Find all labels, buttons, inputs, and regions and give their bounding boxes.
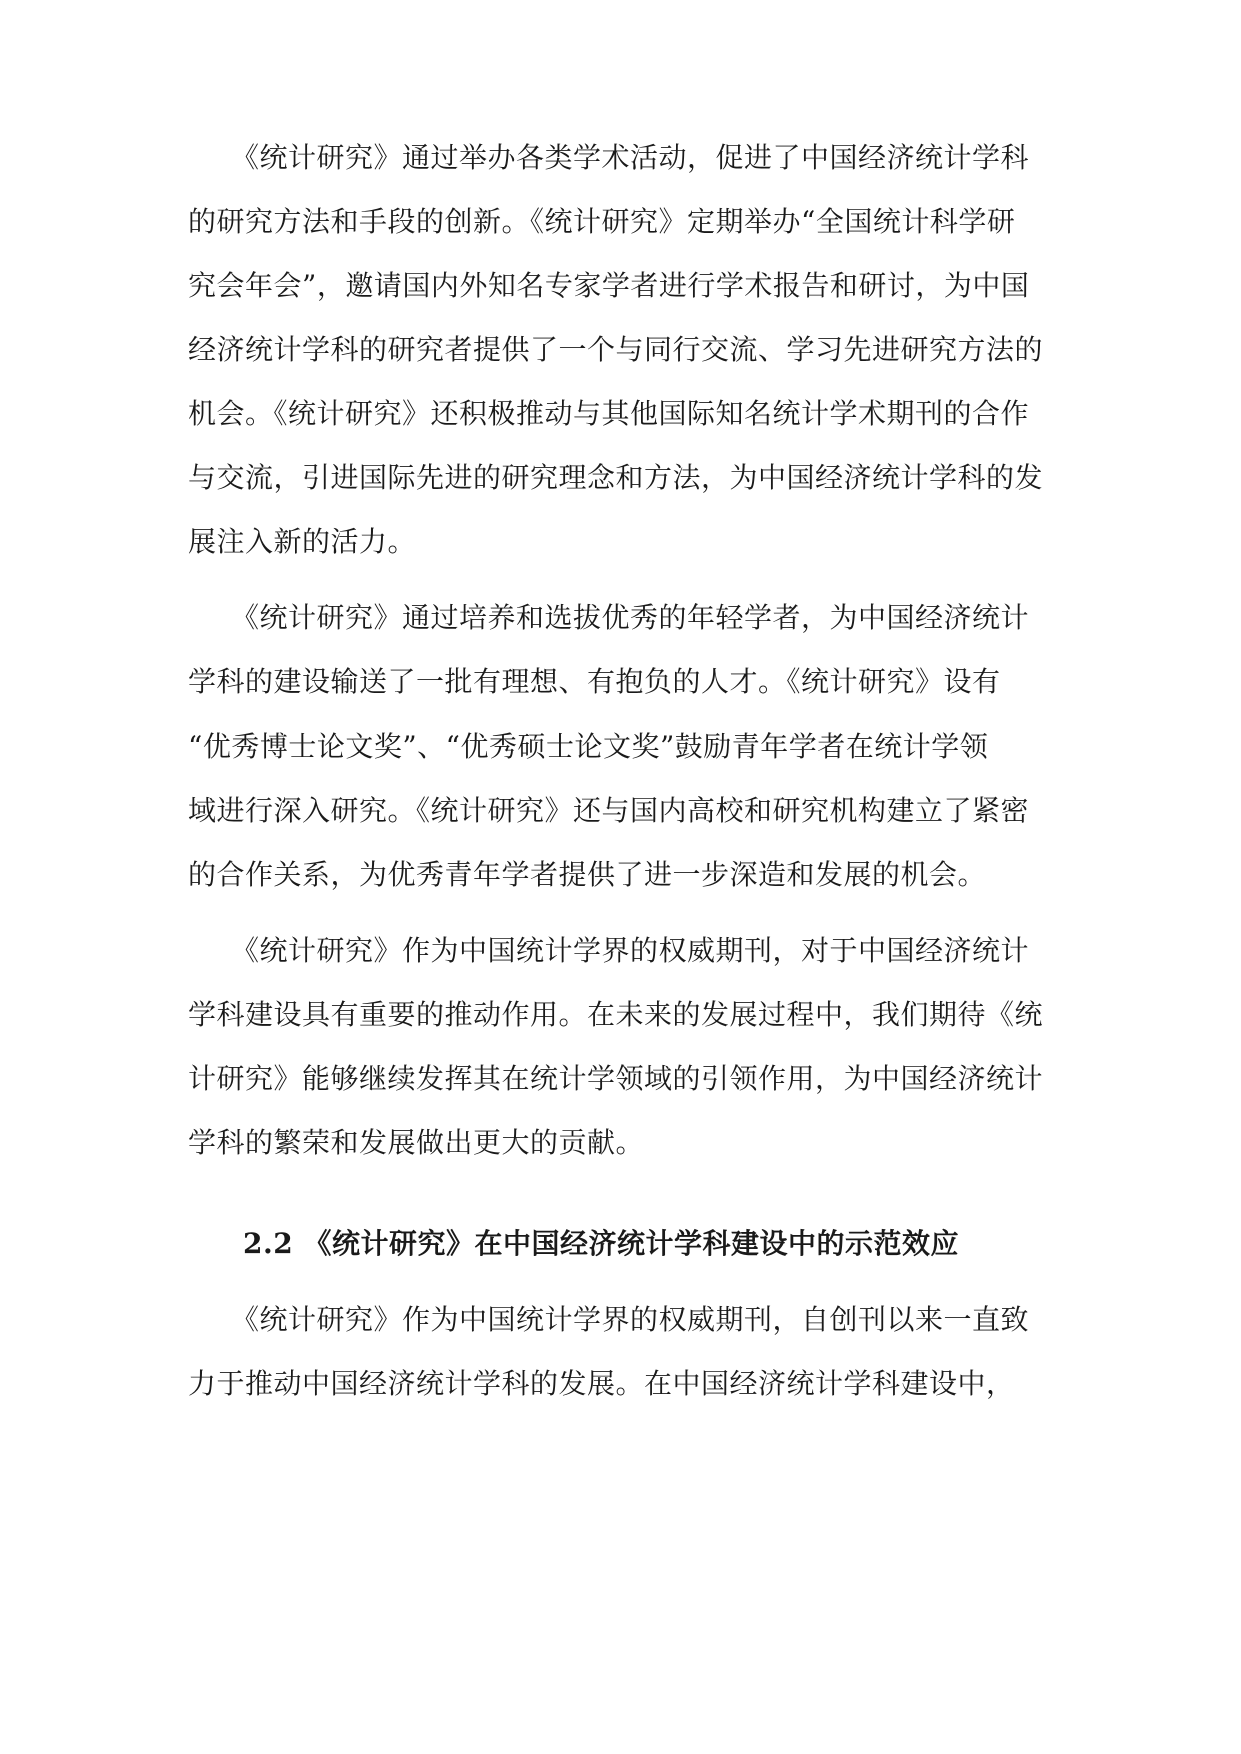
paragraph-1-line-6: 与交流，引进国际先进的研究理念和方法，为中国经济统计学科的发 (188, 461, 1044, 494)
paragraph-3-line-1: 《统计研究》作为中国统计学界的权威期刊，对于中国经济统计 (188, 934, 1030, 967)
paragraph-2-line-2: 学科的建设输送了一批有理想、有抱负的人才。《统计研究》设有 (188, 665, 1001, 698)
paragraph-1-line-3: 究会年会”，邀请国内外知名专家学者进行学术报告和研讨，为中国 (188, 269, 1030, 302)
paragraph-1-line-5: 机会。《统计研究》还积极推动与其他国际知名统计学术期刊的合作 (188, 397, 1030, 430)
paragraph-4-line-2: 力于推动中国经济统计学科的发展。在中国经济统计学科建设中， (188, 1367, 1015, 1400)
paragraph-1-line-2: 的研究方法和手段的创新。《统计研究》定期举办“全国统计科学研 (188, 205, 1016, 238)
paragraph-2-line-1: 《统计研究》通过培养和选拔优秀的年轻学者，为中国经济统计 (188, 601, 1030, 634)
paragraph-1-line-1: 《统计研究》通过举办各类学术活动，促进了中国经济统计学科 (188, 141, 1030, 174)
section-heading: 2.2 《统计研究》在中国经济统计学科建设中的示范效应 (243, 1227, 959, 1260)
paragraph-3-line-4: 学科的繁荣和发展做出更大的贡献。 (188, 1126, 645, 1159)
paragraph-2-line-5: 的合作关系，为优秀青年学者提供了进一步深造和发展的机会。 (188, 858, 987, 891)
paragraph-2-line-3: “优秀博士论文奖”、“优秀硕士论文奖”鼓励青年学者在统计学领 (188, 730, 989, 763)
paragraph-3-line-3: 计研究》能够继续发挥其在统计学领域的引领作用，为中国经济统计 (188, 1062, 1044, 1095)
paragraph-4-line-1: 《统计研究》作为中国统计学界的权威期刊，自创刊以来一直致 (188, 1303, 1030, 1336)
paragraph-2-line-4: 域进行深入研究。《统计研究》还与国内高校和研究机构建立了紧密 (188, 794, 1030, 827)
paragraph-1-line-4: 经济统计学科的研究者提供了一个与同行交流、学习先进研究方法的 (188, 333, 1044, 366)
paragraph-1-line-7: 展注入新的活力。 (188, 525, 417, 558)
paragraph-3-line-2: 学科建设具有重要的推动作用。在未来的发展过程中，我们期待《统 (188, 998, 1044, 1031)
